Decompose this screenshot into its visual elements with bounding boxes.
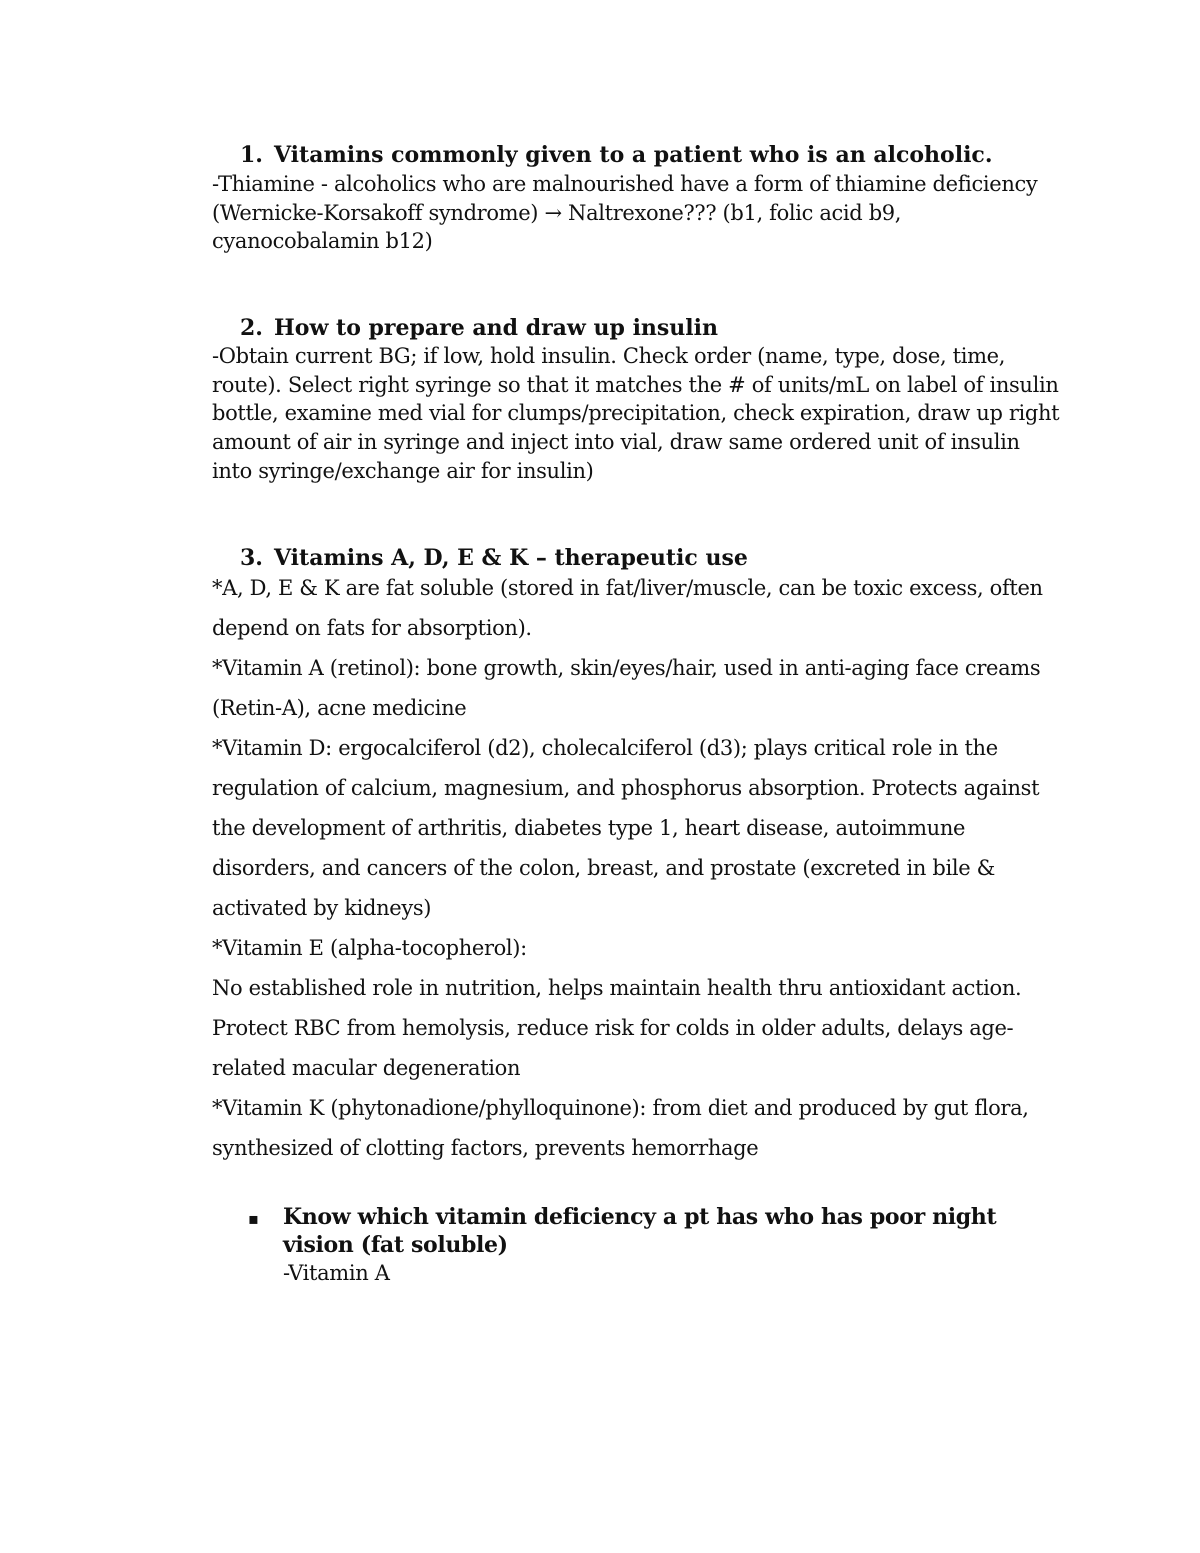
section-3-title: Vitamins A, D, E & K – therapeutic use (274, 545, 748, 571)
section-3-line-2: *Vitamin A (retinol): bone growth, skin/eyes/hair, used in anti-aging face creams (Retin-A), acne medicine (212, 656, 1041, 720)
bullet-icon: ▪ (248, 1209, 259, 1228)
section-3-line-5: No established role in nutrition, helps maintain health thru antioxidant action. Protect RBC from hemolysis, reduce risk for colds in older adults, delays age-related macular degeneration (212, 976, 1022, 1080)
section-3-body (212, 568, 1062, 1168)
section-2-heading (240, 313, 718, 343)
section-3-line-1: *A, D, E & K are fat soluble (stored in fat/liver/muscle, can be toxic excess, often depend on fats for absorption). (212, 576, 1043, 640)
section-3-line-4: *Vitamin E (alpha-tocopherol): (212, 936, 527, 960)
section-2-title: How to prepare and draw up insulin (274, 315, 719, 341)
section-1-body (212, 170, 1062, 256)
section-3-number: 3. (240, 545, 263, 571)
section-2-body (212, 342, 1062, 486)
bullet-question: Know which vitamin deficiency a pt has who has poor night vision (fat soluble) (283, 1204, 997, 1258)
section-3-line-3: *Vitamin D: ergocalciferol (d2), cholecalciferol (d3); plays critical role in the regulation of calcium, magnesium, and phosphorus absorption. Protects against the development of arthritis, diabetes type 1, heart disease, autoimmune disorders, and cancers of the colon, breast, and prostate (excreted in bile & activated by kidneys) (212, 736, 1040, 920)
bullet-answer: -Vitamin A (283, 1261, 390, 1285)
section-1-heading (240, 140, 992, 170)
section-1-line-1: -Thiamine - alcoholics who are malnourished have a form of thiamine deficiency (Wernicke-Korsakoff syndrome) → Naltrexone??? (b1, folic acid b9, cyanocobalamin b12) (212, 172, 1038, 254)
section-1-title: Vitamins commonly given to a patient who is an alcoholic. (274, 142, 993, 168)
section-1-number: 1. (240, 142, 263, 168)
section-3-line-6: *Vitamin K (phytonadione/phylloquinone): from diet and produced by gut flora, synthesized of clotting factors, prevents hemorrhage (212, 1096, 1029, 1160)
section-2-line-1: -Obtain current BG; if low, hold insulin. Check order (name, type, dose, time, route). Select right syringe so that it matches the # of units/mL on label of insulin bottle, examine med vial for clumps/precipitation, check expiration, draw up right amount of air in syringe and inject into vial, draw same ordered unit of insulin into syringe/exchange air for insulin) (212, 344, 1060, 483)
bullet-item (248, 1203, 1038, 1287)
section-2-number: 2. (240, 315, 263, 341)
